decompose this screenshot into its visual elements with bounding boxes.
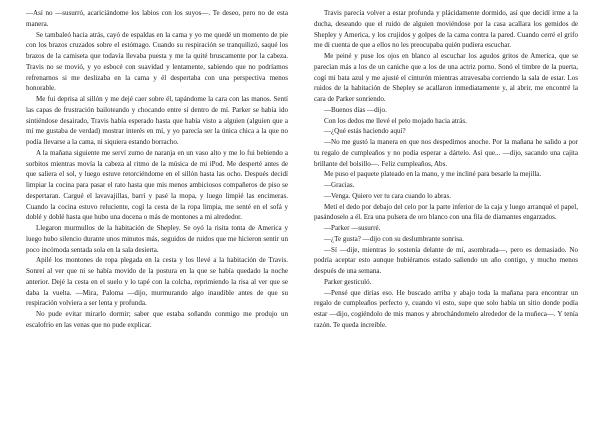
right-paragraph-2: Me peiné y puse los ojos en blanco al escuchar los agudos gritos de America, que se parecían más a los de un caniche que a los de una actriz porno. Sonó el timbre de la puerta, cogí mi bata azul y me ajusté el cinturón mientras atravesaba corriendo la sala de estar. Los ruidos de la habitación de Shepley se acallaron inmediatamente y, al abrir, me encontré la cara de Parker sonriendo.	[314, 52, 578, 103]
right-paragraph-3: —Buenos días —dijo.	[324, 105, 387, 114]
right-paragraph-15: —Pensé que dirías eso. He buscado arriba y abajo toda la mañana para encontrar un regalo de cumpleaños perfecto y, cuando vi esto, supe que solo había un sitio donde podía estar —dijo, cogiéndolo de mis manos y abrochándomelo alrededor de la muñeca—. Y tenía razón. Te queda increíble.	[314, 288, 578, 329]
right-paragraph-10: Metí el dedo por debajo del celo por la parte inferior de la caja y luego arranqué el papel, pasándoselo a él. Era una pulsera de oro blanco con una fila de diamantes engarzados.	[314, 202, 578, 222]
right-paragraph-13: —Sí —dije, mientras lo sostenía delante de mí, asombrada—, pero es demasiado. No podría aceptar esto aunque hubiéramos estado saliendo un año contigo, y mucho menos después de una semana.	[314, 245, 578, 275]
right-paragraph-14: Parker gesticuló.	[324, 277, 372, 286]
right-page	[300, 0, 600, 428]
right-paragraph-4: Con los dedos me llevé el pelo mojado hacia atrás.	[324, 116, 467, 125]
right-paragraph-5: —¿Qué estás haciendo aquí?	[324, 127, 406, 136]
right-paragraph-9: —Venga. Quiero ver tu cara cuando lo abras.	[324, 191, 451, 200]
left-paragraph-6: Apilé los montones de ropa plegada en la cesta y los llevé a la habitación de Travis. Sonreí al ver que ni se había movido de la postura en la que se había quedado la noche anterior. Dejé la cesta en el suelo y lo tapé con la colcha, reprimiendo la risa al ver que se daba la vuelta. —Mira, Paloma —dijo, murmurando algo inaudible antes de que su respiración volviera a ser lenta y profunda.	[26, 256, 288, 308]
right-paragraph-6: —No me gustó la manera en que nos despedimos anoche. Por la mañana he salido a por tu regalo de cumpleaños y no podía esperar a dártelo. Así que... —dijo, sacando una cajita brillante del bolsillo—. Feliz cumpleaños, Abs.	[314, 138, 578, 168]
right-paragraph-1: Travis parecía volver a estar profunda y plácidamente dormido, así que decidí irme a la ducha, deseando que el ruido de alguien moviéndose por la casa acallara los gemidos de Shepley y America, y los crujidos y golpes de la cama contra la pared. Cuando cerré el grifo me di cuenta de que a ellos no les preocupaba quién pudiera escuchar.	[314, 9, 578, 50]
left-paragraph-3: Me fui deprisa al sillón y me dejé caer sobre él, tapándome la cara con las manos. Sentí las capas de frustración bailoteando y chocando entre sí dentro de mí. Parker se había ido sintiéndose desairado, Travis había esperado hasta que había visto a alguien (alguien que a mí me gustaba de verdad) mostrar interés en mí, y yo parecía ser la única chica a la que no podía llevarse a la cama, ni siquiera estando borracho.	[26, 95, 288, 146]
left-paragraph-2: Se tambaleó hacia atrás, cayó de espaldas en la cama y yo me quedé un momento de pie con los brazos cruzados sobre el estómago. Cuando su respiración se tranquilizó, saqué los brazos de la camiseta que todavía llevaba puesta y me la quité bruscamente por la cabeza. Travis no se movió, y yo esbocé con suavidad y lentamente, sabiendo que no podríamos refrenarnos si me deslizaba en la cama y él despertaba con una perspectiva menos honorable.	[26, 30, 288, 93]
right-paragraph-11: —Parker —susurré.	[324, 224, 381, 232]
right-paragraph-8: —Gracias.	[324, 181, 355, 189]
left-paragraph-7: No pude evitar mirarlo dormir; saber que estaba soñando conmigo me produjo un escalofrío en las venas que no pude explicar.	[26, 310, 288, 329]
right-paragraph-12: —¿Te gusta? —dijo con su deslumbrante sonrisa.	[324, 234, 464, 243]
left-paragraph-4: A la mañana siguiente me serví zumo de naranja en un vaso alto y me lo fui bebiendo a sorbitos mientras movía la cabeza al ritmo de la música de mi iPod. Me desperté antes de que saliera el sol, y luego estuve retorciéndome en el sillón hasta las ocho. Después decidí limpiar la cocina para pasar el rato hasta que mis menos ambiciosos compañeros de piso se despertaran. Cargué el lavavajillas, barrí y pasé la mopa, y luego limpié las encimeras. Cuando la cocina estuvo reluciente, cogí la cesta de la ropa limpia, me senté en el sofá y doblé y doblé hasta que hubo una docena o más de montones a mi alrededor.	[26, 148, 288, 222]
right-paragraph-7: Me puso el paquete plateado en la mano, y me incliné para besarle la mejilla.	[324, 170, 542, 179]
left-paragraph-5: Llegaron murmullos de la habitación de Shepley. Se oyó la risita tonta de America y luego hubo silencio durante unos minutos más, seguidos de ruidos que me hicieron sentir un poco incómoda sentada sola en la sala desierta.	[26, 224, 288, 254]
left-paragraph-1: —Así no —susurró, acariciándome los labios con los suyos—. Te deseo, pero no de esta manera.	[26, 9, 288, 28]
